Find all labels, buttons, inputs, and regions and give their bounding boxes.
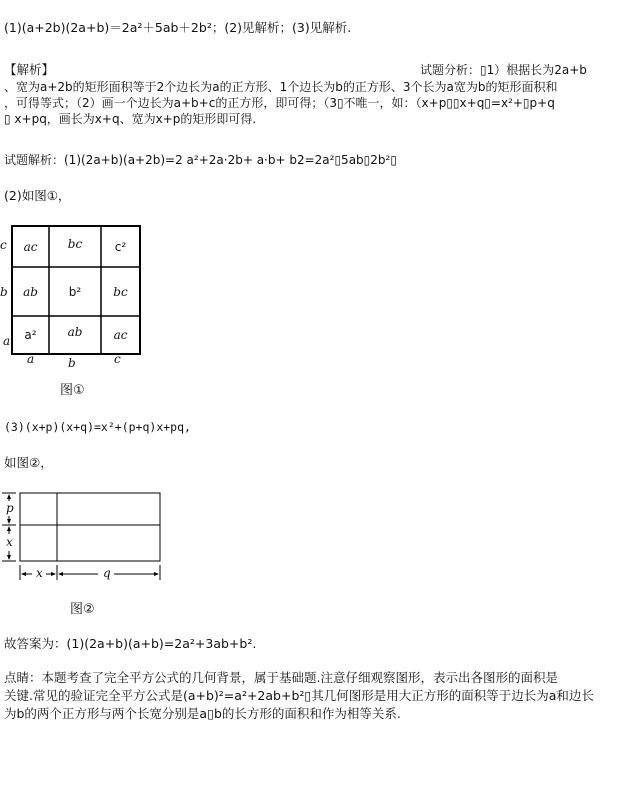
- analysis-intro: 试题分析：▯1）根据长为2a+b: [420, 63, 587, 77]
- fig1-cell-r1c2: bc: [67, 237, 83, 251]
- note-line-1: 点睛：本题考查了完全平方公式的几何背景，属于基础题.注意仔细观察图形，表示出各图形的面积是: [4, 670, 558, 685]
- fig1-cell-r2c2: b²: [68, 284, 82, 299]
- fig1-left-label-c: c: [0, 238, 7, 252]
- note-line-3: 为b的两个正方形与两个长宽分别是a▯b的长方形的面积和作为相等关系.: [4, 706, 401, 721]
- fig1-left-label-a: a: [3, 334, 11, 348]
- fig2-caption: 图②: [70, 602, 95, 617]
- note-line-2: 关键.常见的验证完全平方公式是(a+b)²=a²+2ab+b²▯其几何图形是用大正方形的面积等于边长为a和边长: [4, 688, 594, 703]
- solution-line-1: 试题解析：(1)(2a+b)(a+2b)=2 a²+2a·2b+ a·b+ b2=2a²▯5ab▯2b²▯: [4, 153, 397, 167]
- fig2-left-label-p: p: [6, 501, 14, 515]
- fig1-bottom-label-a: a: [27, 352, 35, 366]
- analysis-line-4: ▯ x+pq，画长为x+q、宽为x+p的矩形即可得.: [4, 112, 257, 126]
- analysis-line-3: ，可得等式；（2）画一个边长为a+b+c的正方形，即可得；（3▯不唯一，如：（x+p▯▯x+q▯=x²+▯p+q: [4, 96, 555, 110]
- fig1-cell-r3c2: ab: [67, 325, 83, 339]
- fig1-caption: 图①: [60, 383, 85, 398]
- final-answer: 故答案为：(1)(2a+b)(a+b)=2a²+3ab+b².: [4, 636, 257, 651]
- fig2-left-label-x: x: [6, 535, 13, 549]
- jiexi-heading: 【解析】: [4, 62, 55, 77]
- figure-2: [0, 488, 170, 588]
- fig1-intro: (2)如图①，: [4, 188, 71, 203]
- figure-2-diagram: [0, 488, 170, 588]
- analysis-line-2: 、宽为a+2b的矩形面积等于2个边长为a的正方形、1个边长为b的正方形、3个长为a宽为b的矩形面积和: [4, 80, 558, 94]
- fig1-cell-r2c1: ab: [23, 284, 38, 299]
- fig1-cell-r2c3: bc: [113, 284, 128, 299]
- fig1-cell-r3c3: ac: [113, 328, 128, 342]
- figure-1: [0, 222, 150, 372]
- fig2-intro: 如图②，: [4, 455, 53, 470]
- fig1-left-label-b: b: [0, 285, 8, 299]
- fig1-bottom-label-b: b: [68, 356, 76, 370]
- fig1-cell-r1c3: c²: [114, 239, 127, 254]
- fig1-cell-r1c1: ac: [23, 239, 38, 254]
- fig1-bottom-label-c: c: [114, 352, 121, 366]
- fig2-bottom-label-q: q: [103, 566, 111, 580]
- fig2-bottom-label-x: x: [36, 566, 43, 580]
- fig1-cell-r3c1: a²: [24, 328, 37, 342]
- part3-formula: (3)(x+p)(x+q)=x²+(p+q)x+pq,: [4, 420, 191, 434]
- answer-line: (1)(a+2b)(2a+b)＝2a²＋5ab＋2b²；(2)见解析；(3)见解析.: [4, 20, 352, 35]
